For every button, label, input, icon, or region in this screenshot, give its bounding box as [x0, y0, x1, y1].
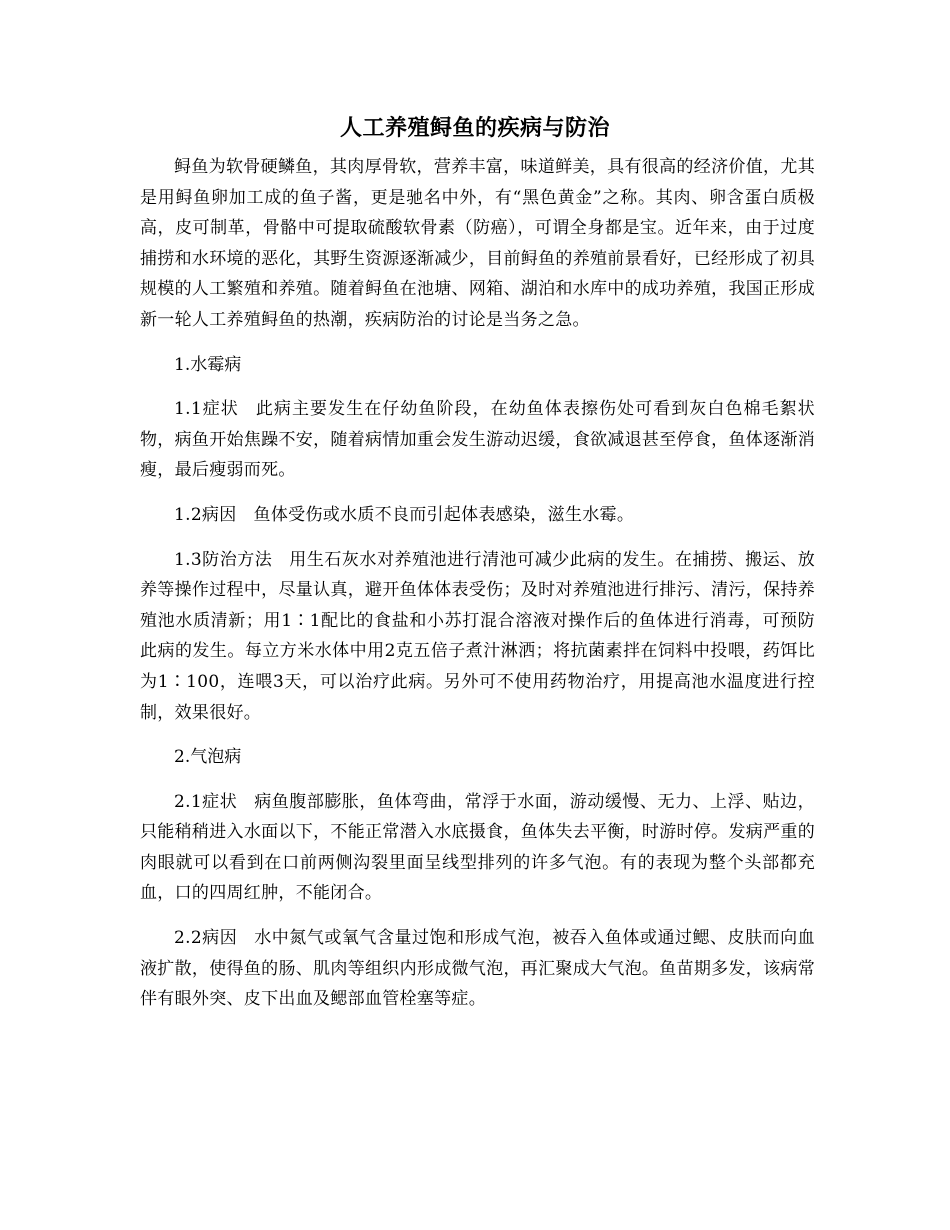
paragraph-text: 水中氮气或氧气含量过饱和形成气泡，被吞入鱼体或通过鳃、皮肤而向血液扩散，使得鱼的肠、肌肉等组织内形成微气泡，再汇聚成大气泡。鱼苗期多发，该病常伴有眼外突、皮下出血及鳃部血管栓塞等症。: [140, 928, 815, 1010]
paragraph-text: 鱼体受伤或水质不良而引起体表感染，滋生水霉。: [253, 504, 635, 525]
document-body: [140, 152, 815, 1029]
paragraph-label: 2.2病因: [174, 928, 238, 949]
section-heading: 2.气泡病: [174, 747, 242, 768]
cause-paragraph: [140, 923, 815, 1015]
section-gas-bubble-disease: [140, 742, 815, 1015]
symptom-paragraph: [140, 394, 815, 486]
symptom-paragraph: [140, 787, 815, 909]
paragraph-label: 1.1症状: [174, 399, 239, 420]
paragraph-text: 用生石灰水对养殖池进行清池可减少此病的发生。在捕捞、搬运、放养等操作过程中，尽量认真，避开鱼体体表受伤；及时对养殖池进行排污、清污，保持养殖池水质清新；用1∶1配比的食盐和小苏打混合溶液对操作后的鱼体进行消毒，可预防此病的发生。每立方米水体中用2克五倍子煮汁淋洒；将抗菌素拌在饲料中投喂，药饵比为1∶100，连喂3天，可以治疗此病。另外可不使用药物治疗，用提高池水温度进行控制，效果很好。: [140, 549, 815, 723]
intro-paragraph: 鲟鱼为软骨硬鳞鱼，其肉厚骨软，营养丰富，味道鲜美，具有很高的经济价值，尤其是用鲟鱼卵加工成的鱼子酱，更是驰名中外，有“黑色黄金”之称。其肉、卵含蛋白质极高，皮可制革，骨骼中可提取硫酸软骨素（防癌），可谓全身都是宝。近年来，由于过度捕捞和水环境的恶化，其野生资源逐渐减少，目前鲟鱼的养殖前景看好，已经形成了初具规模的人工繁殖和养殖。随着鲟鱼在池塘、网箱、湖泊和水库中的成功养殖，我国正形成新一轮人工养殖鲟鱼的热潮，疾病防治的讨论是当务之急。: [140, 157, 815, 330]
document-title: 人工养殖鲟鱼的疾病与防治: [339, 115, 610, 141]
paragraph-label: 1.2病因: [174, 504, 237, 525]
paragraph-text: 此病主要发生在仔幼鱼阶段，在幼鱼体表擦伤处可看到灰白色棉毛絮状物，病鱼开始焦躁不安，随着病情加重会发生游动迟缓，食欲减退甚至停食，鱼体逐渐消瘦，最后瘦弱而死。: [140, 399, 815, 481]
cause-paragraph: [140, 500, 815, 531]
paragraph-label: 1.3防治方法: [174, 549, 273, 570]
paragraph-label: 2.1症状: [174, 791, 238, 812]
paragraph-text: 病鱼腹部膨胀，鱼体弯曲，常浮于水面，游动缓慢、无力、上浮、贴边，只能稍稍进入水面以下，不能正常潜入水底摄食，鱼体失去平衡，时游时停。发病严重的肉眼就可以看到在口前两侧沟裂里面呈线型排列的许多气泡。有的表现为整个头部都充血，口的四周红肿，不能闭合。: [140, 791, 815, 904]
section-mildew-disease: [140, 350, 815, 729]
treatment-paragraph: [140, 545, 815, 729]
section-heading: 1.水霉病: [174, 354, 242, 375]
